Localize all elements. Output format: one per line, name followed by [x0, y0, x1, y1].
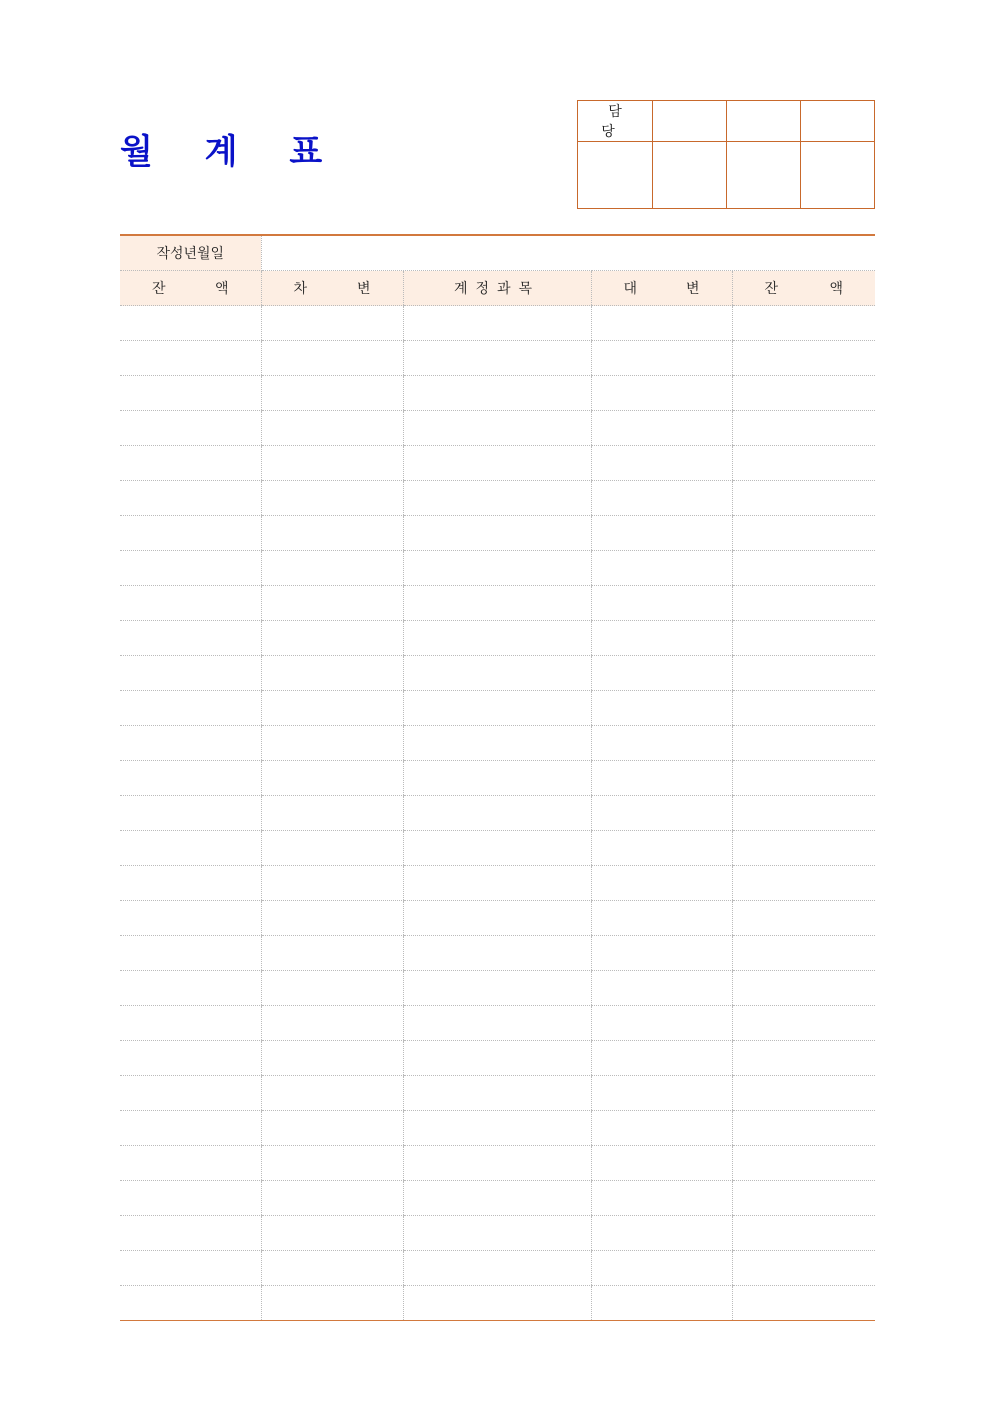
- balance-right-cell[interactable]: [732, 621, 875, 656]
- debit-cell[interactable]: [261, 341, 403, 376]
- debit-cell[interactable]: [261, 831, 403, 866]
- debit-cell[interactable]: [261, 866, 403, 901]
- credit-cell[interactable]: [591, 306, 732, 341]
- credit-cell[interactable]: [591, 761, 732, 796]
- approval-header-cell: [801, 101, 875, 142]
- balance-left-cell[interactable]: [120, 621, 261, 656]
- header-text: 차: [293, 281, 308, 297]
- header-text: 변: [356, 281, 371, 297]
- approval-sign-cell[interactable]: [578, 142, 653, 209]
- account-cell[interactable]: [403, 306, 591, 341]
- debit-cell[interactable]: [261, 516, 403, 551]
- balance-right-cell[interactable]: [732, 516, 875, 551]
- balance-left-cell[interactable]: [120, 796, 261, 831]
- balance-left-cell[interactable]: [120, 341, 261, 376]
- header-text: 잔: [764, 281, 779, 297]
- account-cell[interactable]: [403, 1251, 591, 1286]
- table-row: [120, 516, 875, 551]
- credit-cell[interactable]: [591, 796, 732, 831]
- debit-cell[interactable]: [261, 1181, 403, 1216]
- page-title: 월 계 표: [120, 132, 343, 172]
- header-balance-right: [732, 271, 875, 306]
- credit-cell[interactable]: [591, 551, 732, 586]
- account-cell[interactable]: [403, 376, 591, 411]
- account-cell[interactable]: [403, 901, 591, 936]
- table-row: [120, 306, 875, 341]
- balance-right-cell[interactable]: [732, 656, 875, 691]
- table-row: [120, 1181, 875, 1216]
- balance-left-cell[interactable]: [120, 516, 261, 551]
- balance-left-cell[interactable]: [120, 551, 261, 586]
- table-row: [120, 1076, 875, 1111]
- credit-cell[interactable]: [591, 1041, 732, 1076]
- debit-cell[interactable]: [261, 971, 403, 1006]
- table-row: [120, 1251, 875, 1286]
- header-text: 대: [623, 281, 638, 297]
- table-row: [120, 551, 875, 586]
- balance-right-cell[interactable]: [732, 691, 875, 726]
- table-row: [120, 1041, 875, 1076]
- balance-right-cell[interactable]: [732, 306, 875, 341]
- balance-left-cell[interactable]: [120, 376, 261, 411]
- balance-right-cell[interactable]: [732, 481, 875, 516]
- debit-cell[interactable]: [261, 691, 403, 726]
- debit-cell[interactable]: [261, 411, 403, 446]
- balance-left-cell[interactable]: [120, 761, 261, 796]
- credit-cell[interactable]: [591, 1111, 732, 1146]
- account-cell[interactable]: [403, 1286, 591, 1321]
- credit-cell[interactable]: [591, 1251, 732, 1286]
- balance-left-cell[interactable]: [120, 1286, 261, 1321]
- balance-left-cell[interactable]: [120, 901, 261, 936]
- table-row: [120, 726, 875, 761]
- header-credit: [591, 271, 732, 306]
- balance-left-cell[interactable]: [120, 1251, 261, 1286]
- balance-right-cell[interactable]: [732, 726, 875, 761]
- account-cell[interactable]: [403, 971, 591, 1006]
- account-cell[interactable]: [403, 1041, 591, 1076]
- date-field[interactable]: [261, 236, 875, 271]
- header-debit: [261, 271, 403, 306]
- balance-right-cell[interactable]: [732, 1216, 875, 1251]
- debit-cell[interactable]: [261, 481, 403, 516]
- credit-cell[interactable]: [591, 481, 732, 516]
- account-cell[interactable]: [403, 1111, 591, 1146]
- table-row: [120, 376, 875, 411]
- header-text: 변: [685, 281, 700, 297]
- approval-sign-cell[interactable]: [653, 142, 727, 209]
- table-row: [120, 1286, 875, 1321]
- date-label: 작성년월일: [120, 236, 261, 271]
- debit-cell[interactable]: [261, 621, 403, 656]
- header-text: 액: [829, 281, 843, 297]
- account-cell[interactable]: [403, 866, 591, 901]
- table-row: [120, 761, 875, 796]
- table-row: [120, 796, 875, 831]
- balance-right-cell[interactable]: [732, 411, 875, 446]
- table-row: [120, 1216, 875, 1251]
- table-row: [120, 1006, 875, 1041]
- credit-cell[interactable]: [591, 971, 732, 1006]
- debit-cell[interactable]: [261, 901, 403, 936]
- approval-header-cell: [727, 101, 801, 142]
- credit-cell[interactable]: [591, 656, 732, 691]
- balance-left-cell[interactable]: [120, 1041, 261, 1076]
- account-cell[interactable]: [403, 1006, 591, 1041]
- debit-cell[interactable]: [261, 1076, 403, 1111]
- debit-cell[interactable]: [261, 726, 403, 761]
- debit-cell[interactable]: [261, 761, 403, 796]
- credit-cell[interactable]: [591, 341, 732, 376]
- account-cell[interactable]: [403, 726, 591, 761]
- balance-left-cell[interactable]: [120, 1216, 261, 1251]
- table-row: [120, 971, 875, 1006]
- balance-right-cell[interactable]: [732, 936, 875, 971]
- credit-cell[interactable]: [591, 726, 732, 761]
- account-cell[interactable]: [403, 1146, 591, 1181]
- account-cell[interactable]: [403, 551, 591, 586]
- account-cell[interactable]: [403, 691, 591, 726]
- table-row: [120, 481, 875, 516]
- balance-left-cell[interactable]: [120, 1006, 261, 1041]
- balance-left-cell[interactable]: [120, 1111, 261, 1146]
- table-row: [120, 586, 875, 621]
- header-text: 잔: [152, 281, 166, 297]
- balance-left-cell[interactable]: [120, 411, 261, 446]
- account-cell[interactable]: [403, 1216, 591, 1251]
- balance-left-cell[interactable]: [120, 971, 261, 1006]
- account-cell[interactable]: [403, 411, 591, 446]
- header-balance-left: [120, 271, 261, 306]
- account-cell[interactable]: [403, 796, 591, 831]
- account-cell[interactable]: [403, 1181, 591, 1216]
- credit-cell[interactable]: [591, 936, 732, 971]
- credit-cell[interactable]: [591, 1181, 732, 1216]
- balance-right-cell[interactable]: [732, 1146, 875, 1181]
- header-account: [403, 271, 591, 306]
- approval-header-cell: [653, 101, 727, 142]
- table-row: [120, 901, 875, 936]
- balance-right-cell[interactable]: [732, 551, 875, 586]
- credit-cell[interactable]: [591, 1286, 732, 1321]
- credit-cell[interactable]: [591, 1006, 732, 1041]
- debit-cell[interactable]: [261, 1041, 403, 1076]
- balance-right-cell[interactable]: [732, 586, 875, 621]
- table-row: [120, 691, 875, 726]
- credit-cell[interactable]: [591, 691, 732, 726]
- debit-cell[interactable]: [261, 446, 403, 481]
- account-cell[interactable]: [403, 1076, 591, 1111]
- table-row: [120, 1146, 875, 1181]
- account-cell[interactable]: [403, 761, 591, 796]
- ledger-table: [120, 234, 875, 1321]
- balance-left-cell[interactable]: [120, 1076, 261, 1111]
- balance-right-cell[interactable]: [732, 1111, 875, 1146]
- balance-left-cell[interactable]: [120, 691, 261, 726]
- balance-left-cell[interactable]: [120, 1146, 261, 1181]
- balance-right-cell[interactable]: [732, 971, 875, 1006]
- credit-cell[interactable]: [591, 1146, 732, 1181]
- debit-cell[interactable]: [261, 551, 403, 586]
- balance-left-cell[interactable]: [120, 866, 261, 901]
- account-cell[interactable]: [403, 656, 591, 691]
- credit-cell[interactable]: [591, 446, 732, 481]
- balance-left-cell[interactable]: [120, 586, 261, 621]
- balance-left-cell[interactable]: [120, 306, 261, 341]
- balance-right-cell[interactable]: [732, 866, 875, 901]
- account-cell[interactable]: [403, 936, 591, 971]
- table-row: [120, 866, 875, 901]
- debit-cell[interactable]: [261, 936, 403, 971]
- balance-right-cell[interactable]: [732, 1286, 875, 1321]
- debit-cell[interactable]: [261, 1006, 403, 1041]
- table-row: [120, 831, 875, 866]
- table-row: [120, 446, 875, 481]
- table-row: [120, 1111, 875, 1146]
- balance-right-cell[interactable]: [732, 1041, 875, 1076]
- balance-right-cell[interactable]: [732, 1181, 875, 1216]
- debit-cell[interactable]: [261, 1111, 403, 1146]
- balance-left-cell[interactable]: [120, 656, 261, 691]
- balance-right-cell[interactable]: [732, 901, 875, 936]
- table-row: [120, 341, 875, 376]
- credit-cell[interactable]: [591, 516, 732, 551]
- balance-right-cell[interactable]: [732, 796, 875, 831]
- account-cell[interactable]: [403, 586, 591, 621]
- account-cell[interactable]: [403, 516, 591, 551]
- account-cell[interactable]: [403, 341, 591, 376]
- debit-cell[interactable]: [261, 1286, 403, 1321]
- credit-cell[interactable]: [591, 866, 732, 901]
- credit-cell[interactable]: [591, 831, 732, 866]
- balance-left-cell[interactable]: [120, 726, 261, 761]
- credit-cell[interactable]: [591, 1216, 732, 1251]
- debit-cell[interactable]: [261, 1146, 403, 1181]
- balance-left-cell[interactable]: [120, 446, 261, 481]
- credit-cell[interactable]: [591, 586, 732, 621]
- credit-cell[interactable]: [591, 901, 732, 936]
- balance-right-cell[interactable]: [732, 376, 875, 411]
- header-text: 액: [214, 281, 229, 297]
- approval-box: [577, 100, 875, 209]
- balance-left-cell[interactable]: [120, 936, 261, 971]
- approval-label: 담 당: [578, 101, 653, 142]
- debit-cell[interactable]: [261, 796, 403, 831]
- balance-right-cell[interactable]: [732, 1251, 875, 1286]
- table-row: [120, 621, 875, 656]
- debit-cell[interactable]: [261, 376, 403, 411]
- debit-cell[interactable]: [261, 1216, 403, 1251]
- approval-sign-cell[interactable]: [727, 142, 801, 209]
- credit-cell[interactable]: [591, 411, 732, 446]
- balance-left-cell[interactable]: [120, 831, 261, 866]
- balance-right-cell[interactable]: [732, 1006, 875, 1041]
- table-row: [120, 936, 875, 971]
- approval-sign-cell[interactable]: [801, 142, 875, 209]
- debit-cell[interactable]: [261, 306, 403, 341]
- debit-cell[interactable]: [261, 586, 403, 621]
- credit-cell[interactable]: [591, 621, 732, 656]
- credit-cell[interactable]: [591, 376, 732, 411]
- balance-right-cell[interactable]: [732, 446, 875, 481]
- balance-right-cell[interactable]: [732, 761, 875, 796]
- balance-left-cell[interactable]: [120, 481, 261, 516]
- table-row: [120, 411, 875, 446]
- table-row: [120, 656, 875, 691]
- account-cell[interactable]: [403, 481, 591, 516]
- debit-cell[interactable]: [261, 1251, 403, 1286]
- balance-left-cell[interactable]: [120, 1181, 261, 1216]
- header-text: 계정과목: [453, 281, 541, 297]
- balance-right-cell[interactable]: [732, 1076, 875, 1111]
- account-cell[interactable]: [403, 831, 591, 866]
- balance-right-cell[interactable]: [732, 831, 875, 866]
- account-cell[interactable]: [403, 446, 591, 481]
- account-cell[interactable]: [403, 621, 591, 656]
- debit-cell[interactable]: [261, 656, 403, 691]
- credit-cell[interactable]: [591, 1076, 732, 1111]
- balance-right-cell[interactable]: [732, 341, 875, 376]
